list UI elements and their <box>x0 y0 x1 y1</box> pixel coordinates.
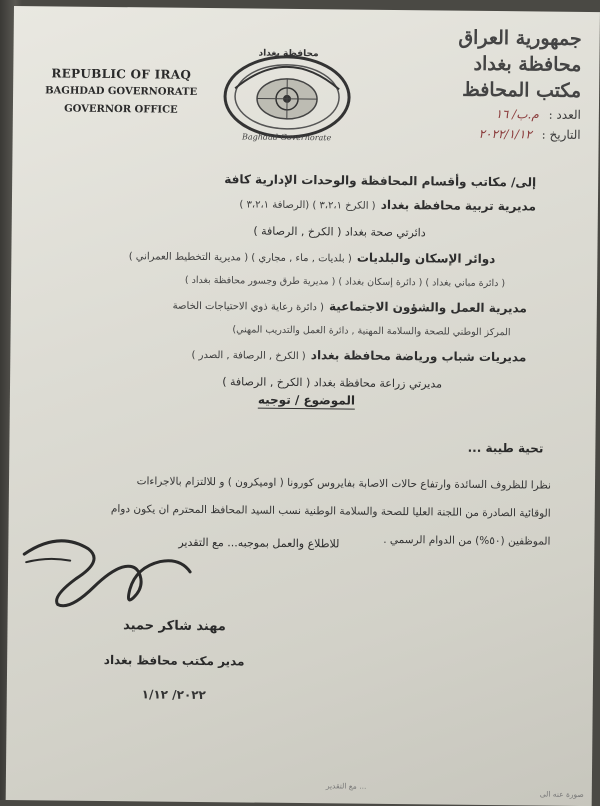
signature-icon <box>18 526 199 618</box>
arabic-letterhead-line2: محافظة بغداد <box>473 52 582 76</box>
arabic-letterhead-line3: مكتب المحافظ <box>462 78 582 102</box>
reference-number-label: العدد <box>556 107 581 122</box>
signer-title: مدير مكتب محافظ بغداد <box>103 652 245 669</box>
recipient-youth-sub: ( الكرخ , الرصافة , الصدر ) <box>191 349 306 363</box>
recipient-health-text: دائرتي صحة بغداد ( الكرخ , الرصافة ) <box>253 224 426 240</box>
recipient-housing-sub2: ( دائرة مباني بغداد ) ( دائرة إسكان بغداد ) ( مديرية طرق وجسور محافظة بغداد ) <box>184 274 506 290</box>
recipient-agriculture-text: مديرتي زراعة محافظة بغداد ( الكرخ , الرصافة ) <box>222 375 443 391</box>
recipient-labour-sub: ( دائرة رعاية ذوي الاحتياجات الخاصة <box>172 300 324 314</box>
letter-date: التاريخ : ٢٠٢٢/١/١٢ <box>478 126 581 142</box>
letter-closing: للاطلاع والعمل بموجبه... مع التقدير <box>178 535 340 551</box>
recipient-labour-main: مديرية العمل والشؤون الاجتماعية <box>328 299 527 316</box>
recipient-housing-main: دوائر الإسكان والبلديات <box>356 250 496 267</box>
recipient-education-main: مديرية تربية محافظة بغداد <box>380 197 537 214</box>
logo-caption: Baghdad Governorate <box>241 132 332 143</box>
reference-number: العدد : م.ب/ ١٦ <box>495 107 581 122</box>
recipients-block <box>64 167 536 398</box>
signer-date: ٢٠٢٢/ ١/١٢ <box>141 687 206 703</box>
letter-page <box>6 6 600 806</box>
signer-block <box>99 613 250 709</box>
letter-date-label: التاريخ <box>549 127 581 142</box>
letter-greeting: تحية طيبة ... <box>467 440 544 456</box>
recipient-labour-sub2: المركز الوطني للصحة والسلامة المهنية , دائرة العمل والتدريب المهني) <box>232 324 511 339</box>
english-letterhead-line3: GOVERNOR OFFICE <box>64 103 178 116</box>
english-letterhead-line2: BAGHDAD GOVERNORATE <box>45 85 198 98</box>
reference-number-value: م.ب/ ١٦ <box>495 107 539 122</box>
letter-body-line2: الوقائية الصادرة من اللجنة العليا للصحة والسلامة الوطنية نسب السيد المحافظ المحترم ان يكون دوام <box>110 503 551 520</box>
letter-subject: الموضوع / توجيه <box>257 392 356 408</box>
english-letterhead <box>41 64 202 120</box>
logo-arabic-text: محافظة بغداد <box>258 48 319 60</box>
arabic-letterhead-line1: جمهورية العراق <box>458 26 582 50</box>
signer-name: مهند شاكر حميد <box>123 618 226 635</box>
recipients-to-line: إلى/ مكاتب وأقسام المحافظة والوحدات الإدارية كافة <box>224 172 537 190</box>
governorate-logo-icon <box>221 48 354 141</box>
letter-body-line1: نظرا للظروف السائدة وارتفاع حالات الاصابة بفايروس كورونا ( اوميكرون ) و للالتزام بالاجراءات <box>136 475 552 492</box>
footer-copy-to: صورة عنه الى <box>539 789 584 800</box>
letter-date-value: ٢٠٢٢/١/١٢ <box>478 126 532 142</box>
recipient-housing <box>65 242 535 274</box>
recipient-housing-sub: ( بلديات , ماء , مجاري ) ( مديرية التخطيط العمراني ) <box>128 251 352 265</box>
arabic-letterhead <box>391 24 582 144</box>
footer-faint-text: ... مع التقدير <box>325 781 367 791</box>
recipient-education-sub: ( الكرخ ٣،٢،١ ) (الرصافة ٣،٢،١ ) <box>239 199 376 212</box>
recipient-youth-main: مديريات شباب ورياضة محافظة بغداد <box>310 348 527 365</box>
letter-body-line3: الموظفين (٥٠%) من الدوام الرسمي . <box>383 533 551 548</box>
english-letterhead-line1: REPUBLIC OF IRAQ <box>51 66 192 82</box>
